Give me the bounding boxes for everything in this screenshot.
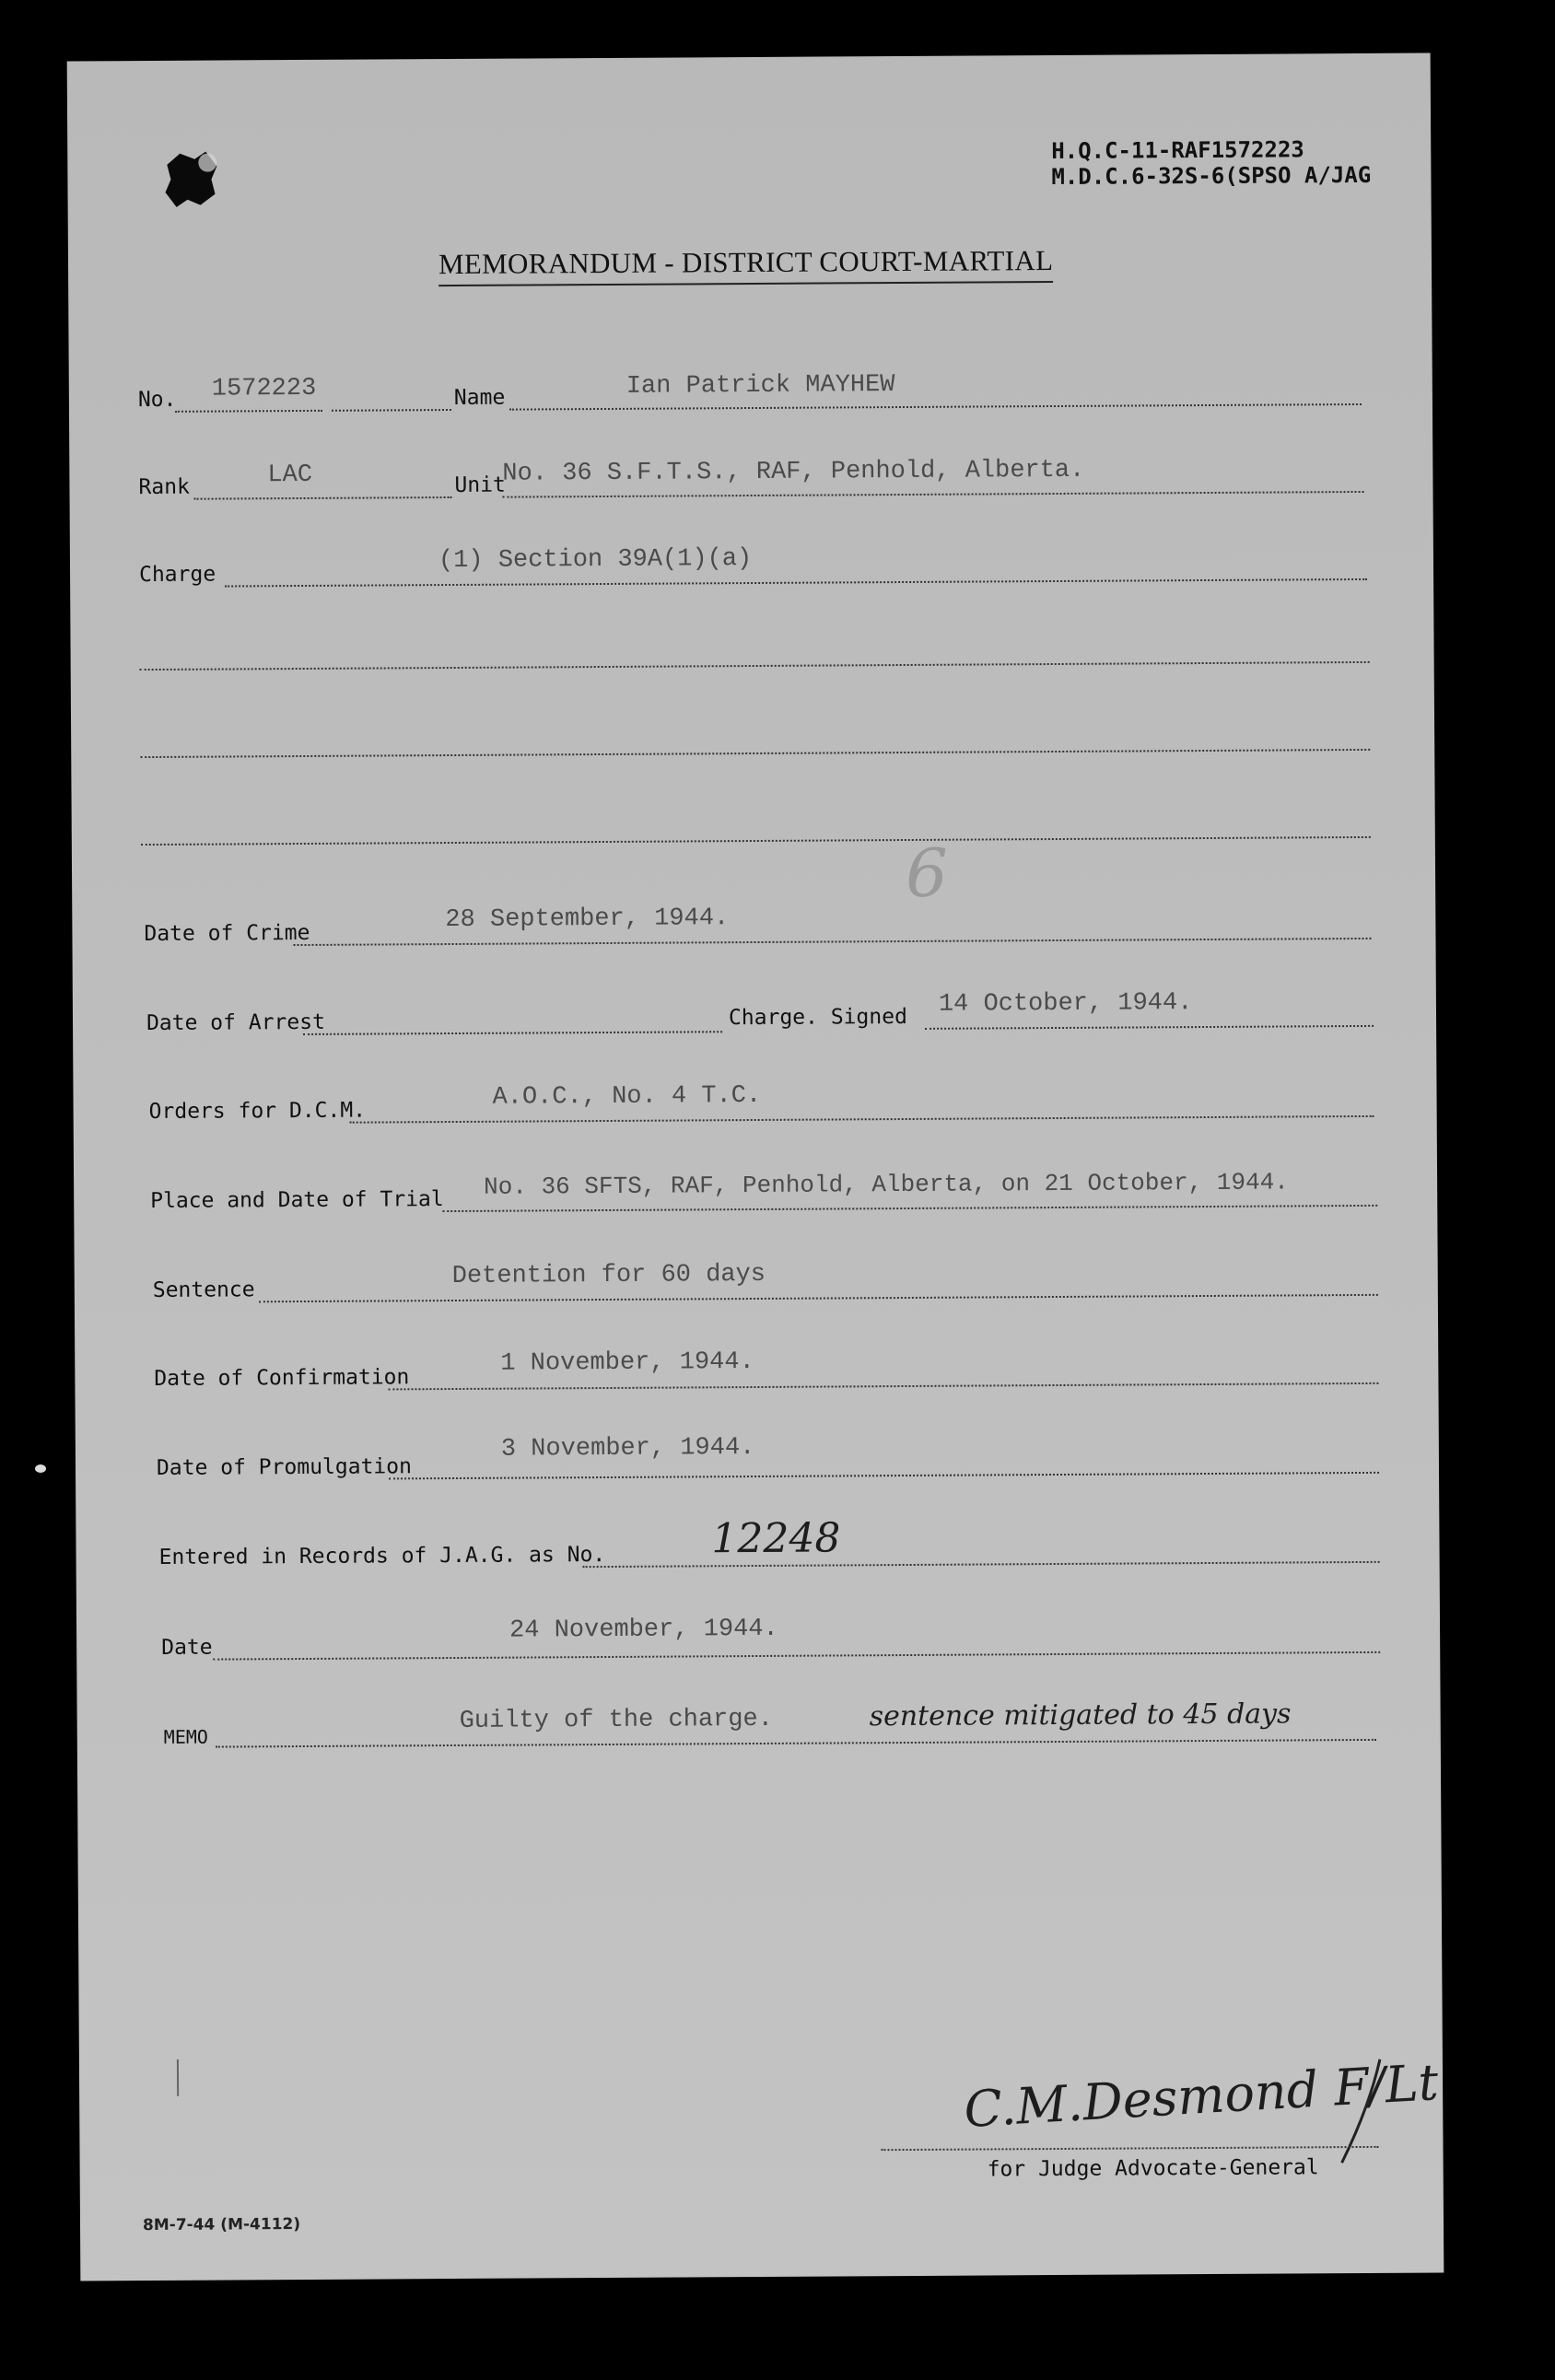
place-date-trial-value: No. 36 SFTS, RAF, Penhold, Alberta, on 21 October, 1944.: [484, 1168, 1289, 1201]
unit-value: No. 36 S.F.T.S., RAF, Penhold, Alberta.: [502, 456, 1085, 488]
margin-speck: [35, 1464, 46, 1473]
name-label: Name: [453, 385, 506, 410]
court-martial-memo-sheet: [67, 53, 1444, 2281]
memo-handwritten-note: sentence mitigated to 45 days: [869, 1698, 1292, 1733]
no-label: No.: [137, 387, 177, 413]
name-value: Ian Patrick MAYHEW: [626, 371, 895, 401]
date-promulgation-label: Date of Promulgation: [156, 1454, 413, 1480]
charge-underline-2: [140, 661, 1370, 671]
charge-signed-value: 14 October, 1944.: [938, 989, 1193, 1019]
orders-dcm-value: A.O.C., No. 4 T.C.: [492, 1081, 762, 1112]
reference-number-1: H.Q.C-11-RAF1572223: [1051, 136, 1304, 165]
margin-pencil-mark: 6: [905, 834, 949, 912]
jag-records-label: Entered in Records of J.A.G. as No.: [158, 1543, 606, 1569]
signature-flourish: [1332, 2052, 1388, 2172]
date-of-arrest-underline: [303, 1031, 722, 1035]
date-of-crime-value: 28 September, 1944.: [445, 904, 730, 935]
memo-underline: [216, 1739, 1376, 1748]
charge-value: (1) Section 39A(1)(a): [438, 545, 753, 576]
date-label: Date: [161, 1635, 213, 1660]
date-value: 24 November, 1944.: [509, 1615, 778, 1645]
memo-label: MEMO: [163, 1725, 209, 1748]
sentence-label: Sentence: [152, 1278, 255, 1302]
date-confirmation-underline: [388, 1382, 1378, 1391]
date-confirmation-label: Date of Confirmation: [154, 1365, 410, 1391]
unit-label: Unit: [454, 472, 506, 497]
charge-underline-1: [225, 578, 1367, 588]
document-title: MEMORANDUM - DISTRICT COURT-MARTIAL: [438, 244, 1054, 286]
orders-dcm-underline: [350, 1115, 1374, 1124]
jag-records-value: 12248: [711, 1514, 841, 1563]
date-of-crime-label: Date of Crime: [144, 920, 310, 947]
no-underline: [175, 410, 322, 413]
reference-number-2: M.D.C.6-32S-6(SPSO A/JAG: [1051, 161, 1372, 191]
stray-pencil-mark: [177, 2059, 179, 2096]
date-of-arrest-label: Date of Arrest: [146, 1009, 325, 1036]
torn-corner-mark: [159, 148, 224, 213]
name-underline: [509, 403, 1362, 411]
signature-caption: for Judge Advocate-General: [987, 2155, 1319, 2182]
sentence-value: Detention for 60 days: [451, 1260, 766, 1291]
charge-signed-underline: [925, 1025, 1374, 1030]
charge-underline-3: [140, 749, 1370, 758]
form-code: 8M-7-44 (M-4112): [142, 2215, 301, 2235]
charge-underline-4: [141, 836, 1371, 846]
no-value: 1572223: [211, 374, 317, 403]
memo-value: Guilty of the charge.: [459, 1705, 774, 1735]
jag-records-underline: [583, 1561, 1380, 1568]
unit-underline: [503, 491, 1364, 498]
date-underline: [213, 1651, 1380, 1661]
date-promulgation-underline: [389, 1472, 1379, 1480]
rank-value: LAC: [267, 461, 313, 490]
place-date-trial-underline: [442, 1205, 1377, 1212]
charge-signed-label: Charge. Signed: [728, 1004, 907, 1031]
charge-label: Charge: [138, 562, 216, 588]
place-date-trial-label: Place and Date of Trial: [150, 1187, 444, 1214]
sentence-underline: [259, 1294, 1378, 1302]
date-of-crime-underline: [294, 938, 1372, 946]
rank-label: Rank: [138, 474, 190, 500]
signature: C.M.Desmond F/Lt: [962, 2053, 1441, 2140]
orders-dcm-label: Orders for D.C.M.: [148, 1098, 367, 1125]
no-name-gap-underline: [332, 409, 451, 412]
rank-underline: [194, 496, 452, 500]
date-confirmation-value: 1 November, 1944.: [500, 1348, 754, 1378]
date-promulgation-value: 3 November, 1944.: [500, 1434, 755, 1464]
signature-underline: [882, 2146, 1379, 2151]
